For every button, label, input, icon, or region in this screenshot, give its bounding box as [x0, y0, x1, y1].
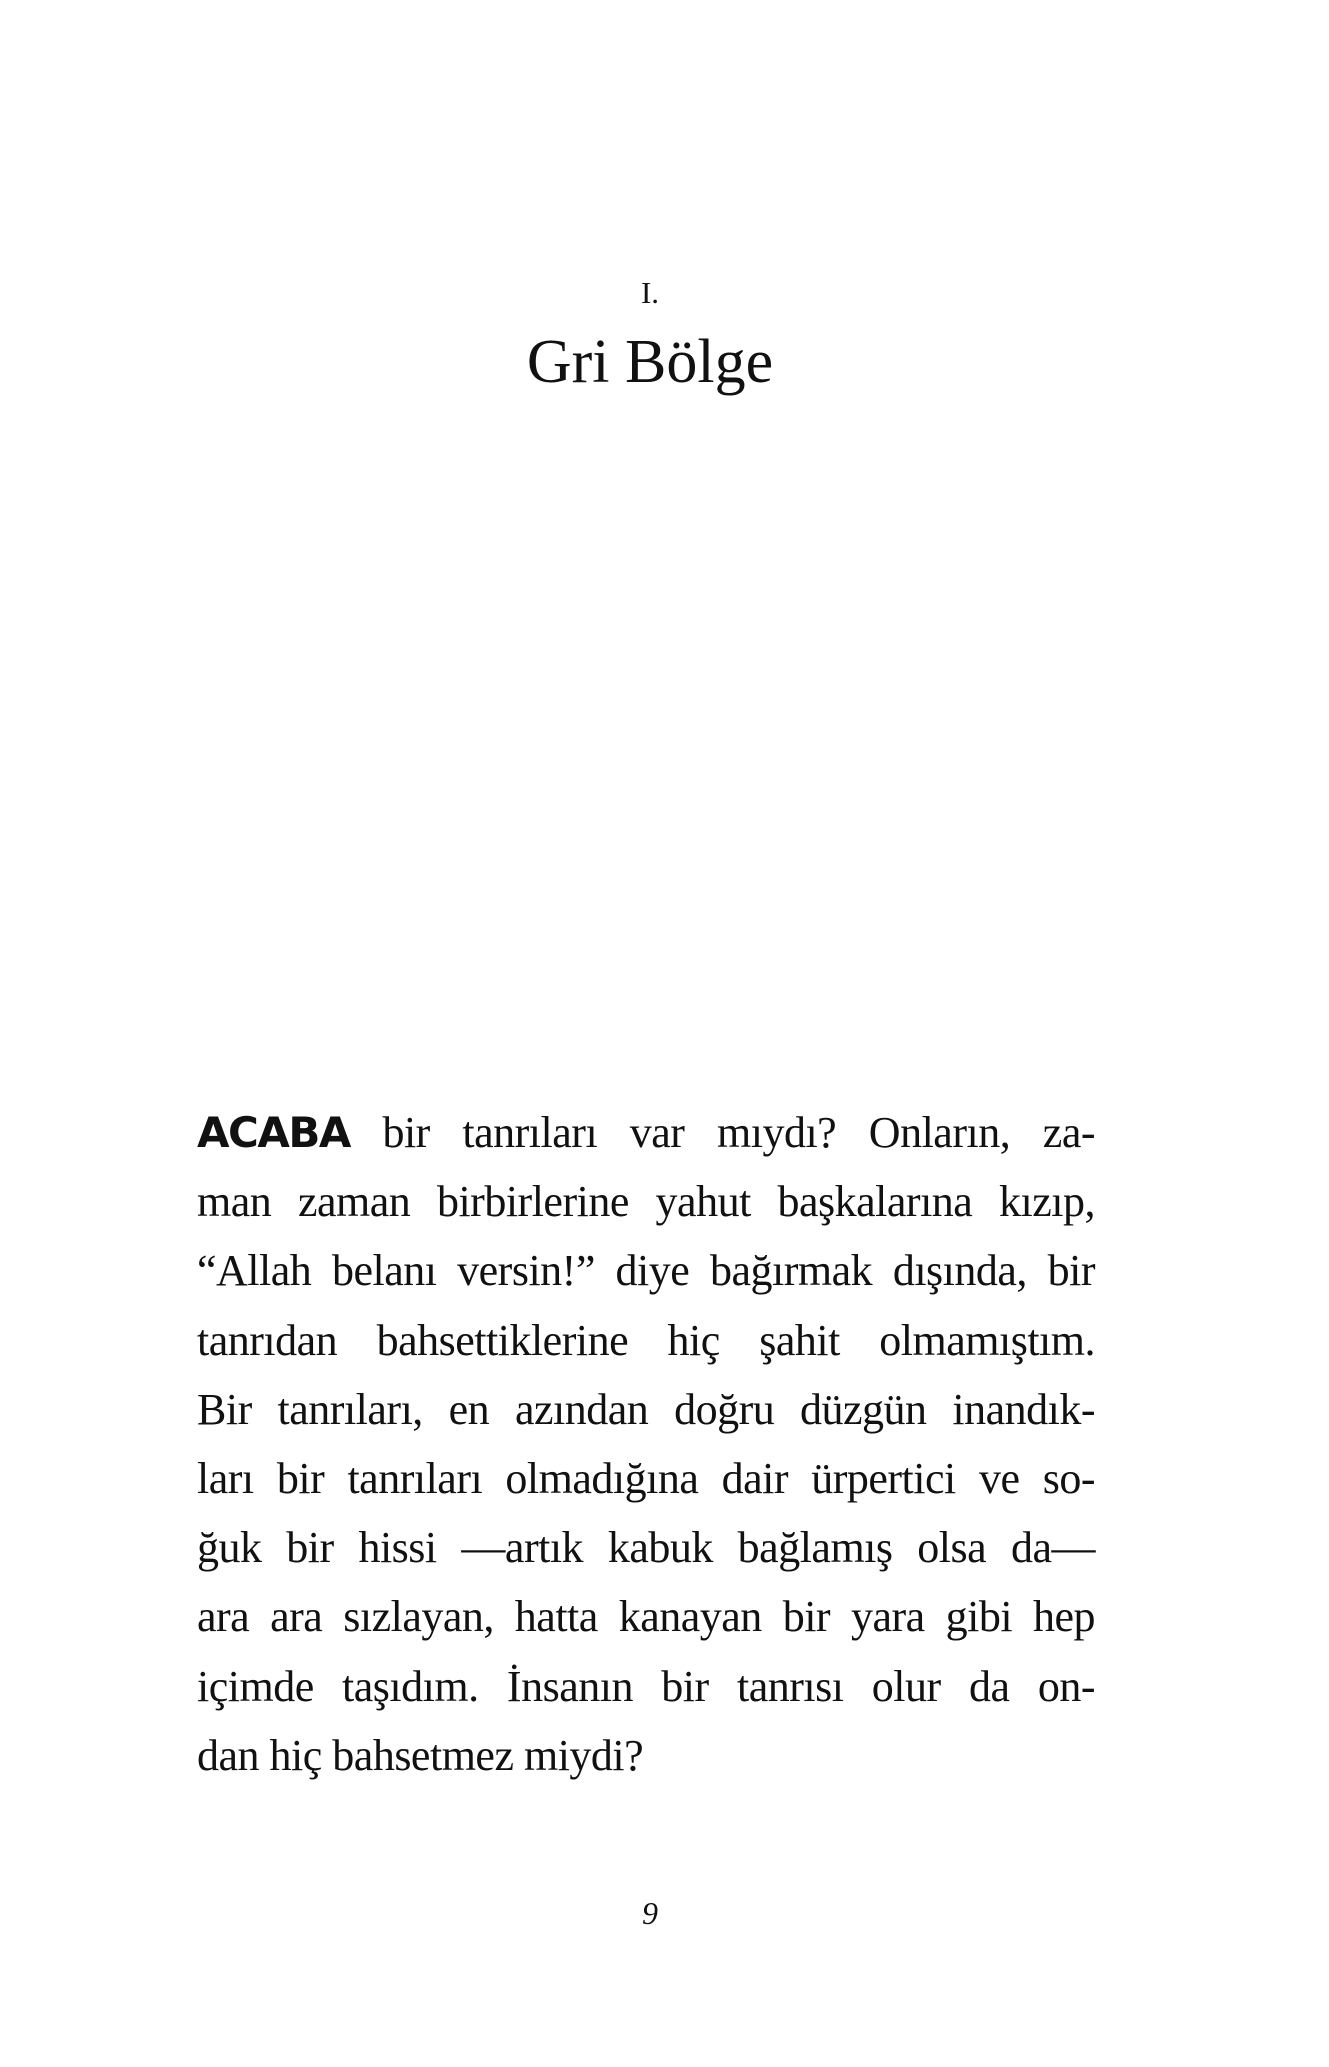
chapter-number: I.	[640, 275, 660, 310]
text-line: Bir tanrıları, en azından doğru düzgün inandık-	[197, 1384, 1095, 1434]
text-line: ğuk bir hissi —artık kabuk bağlamış olsa da—	[197, 1523, 1095, 1573]
text-line: içimde taşıdım. İnsanın bir tanrısı olur da on-	[197, 1661, 1095, 1711]
first-line-text: bir tanrıları var mıydı? Onların, za-	[349, 1108, 1095, 1157]
text-line: ara ara sızlayan, hatta kanayan bir yara gibi hep	[197, 1592, 1095, 1642]
text-line: tanrıdan bahsettiklerine hiç şahit olmamıştım.	[197, 1315, 1095, 1365]
text-line	[197, 1098, 1095, 1167]
page-number: 9	[642, 1895, 658, 1931]
text-line: dan hiç bahsetmez miydi?	[197, 1730, 644, 1780]
lead-word: ACABA	[197, 1108, 350, 1157]
text-line: man zaman birbirlerine yahut başkalarına kızıp,	[197, 1177, 1095, 1227]
text-line: ları bir tanrıları olmadığına dair ürpertici ve so-	[197, 1453, 1095, 1503]
text-line: “Allah belanı versin!” diye bağırmak dışında, bir	[197, 1246, 1095, 1296]
chapter-title: Gri Bölge	[526, 328, 774, 396]
body-paragraph	[197, 1098, 1095, 1790]
